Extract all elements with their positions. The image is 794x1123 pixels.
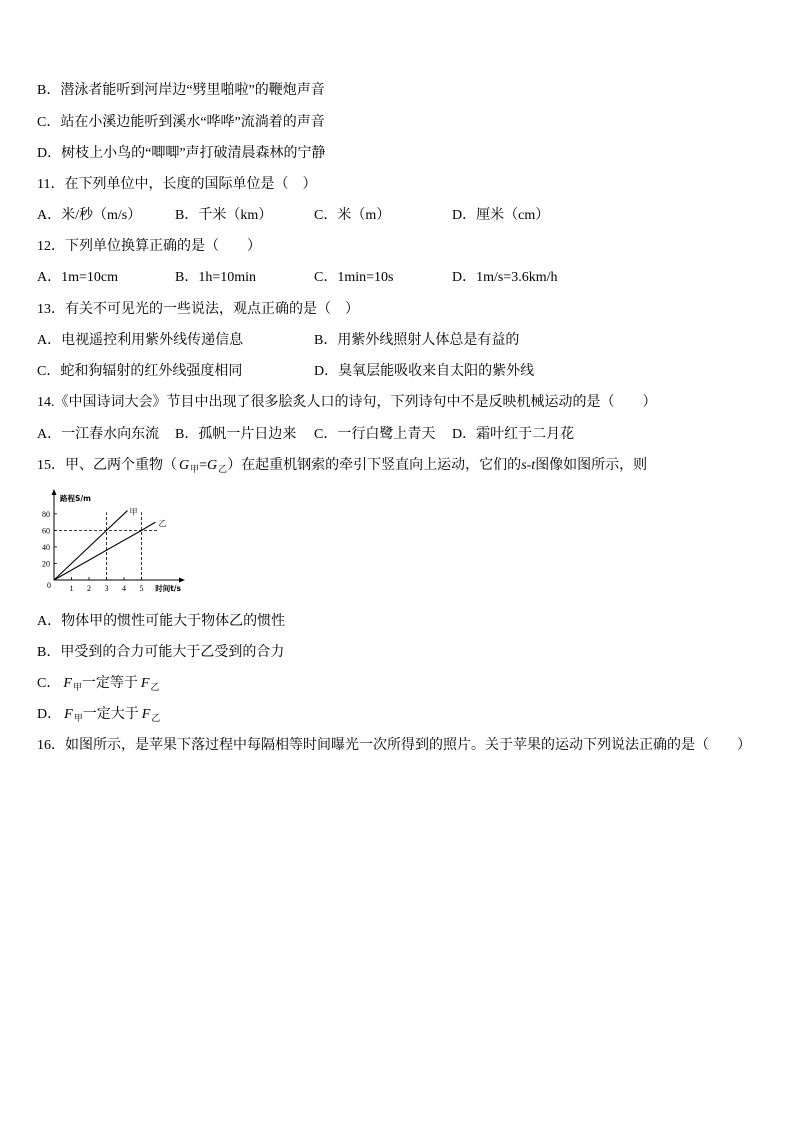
series-line-2 [54, 522, 156, 580]
prev-question-option-b: B．潜泳者能听到河岸边“劈里啪啦”的鞭炮声音 [37, 83, 325, 98]
q16-stem: 16．如图所示，是苹果下落过程中每隔相等时间曝光一次所得到的照片。关于苹果的运动下列说法正确的是（ ） [37, 738, 751, 753]
prev-question-option-c: C．站在小溪边能听到溪水“哗哗”流淌着的声音 [37, 115, 325, 130]
q15-stem-text-2: ）在起重机钢索的牵引下竖直向上运动，它们的 [227, 458, 522, 473]
q14-option-b: B．孤帆一片日边来 [175, 427, 297, 442]
series-line-1 [54, 511, 128, 580]
q12-option-c: C．1min=10s [314, 270, 394, 285]
q15-weight-subscript-jia: 甲 [190, 464, 200, 474]
q15-weight-subscript-yi: 乙 [218, 464, 228, 474]
q15-stem [37, 457, 647, 475]
q12-option-b: B．1h=10min [175, 270, 257, 285]
q11-option-b: B．千米（km） [175, 208, 273, 223]
q15-weight-symbol-jia: G [179, 458, 190, 473]
q13-stem: 13．有关不可见光的一些说法，观点正确的是（ ） [37, 302, 359, 317]
q12-option-d: D．1m/s=3.6km/h [452, 270, 558, 285]
q15-option-c-subscript-jia: 甲 [72, 682, 82, 692]
q14-option-c: C．一行白鹭上青天 [314, 427, 436, 442]
q13-option-b: B．用紫外线照射人体总是有益的 [314, 333, 520, 348]
origin-label: 0 [47, 581, 51, 590]
prev-question-option-d: D．树枝上小鸟的“唧唧”声打破清晨森林的宁静 [37, 146, 326, 161]
q15-option-b: B．甲受到的合力可能大于乙受到的合力 [37, 645, 285, 660]
y-tick-label: 40 [42, 542, 50, 552]
q15-option-c-force-jia: F [63, 676, 72, 691]
q15-option-c-subscript-yi: 乙 [150, 682, 160, 692]
q13-option-c: C．蛇和狗辐射的红外线强度相同 [37, 364, 243, 379]
q13-option-a: A．电视遥控利用紫外线传递信息 [37, 333, 244, 348]
q11-option-c: C．米（m） [314, 208, 391, 223]
y-axis-label: 路程S/m [60, 494, 91, 503]
q15-weight-symbol-yi: G [207, 458, 218, 473]
q11-stem: 11．在下列单位中，长度的国际单位是（ ） [37, 177, 317, 192]
q14-option-a: A．一江春水向东流 [37, 427, 160, 442]
q15-option-c-force-yi: F [140, 676, 150, 691]
q14-option-d: D．霜叶红于二月花 [452, 427, 575, 442]
q15-option-a: A．物体甲的惯性可能大于物体乙的惯性 [37, 614, 286, 629]
q15-option-d [37, 706, 160, 724]
q15-option-c-label: C． [37, 676, 61, 691]
x-tick-label: 4 [122, 584, 126, 593]
q15-stem-text-3: 图像如图所示，则 [535, 458, 648, 473]
q15-option-d-relation: 一定大于 [82, 707, 139, 722]
q14-stem: 14.《中国诗词大会》节目中出现了很多脍炙人口的诗句，下列诗句中不是反映机械运动的是（ ） [37, 395, 657, 410]
series-label-1: 甲 [129, 507, 138, 517]
q15-option-c-relation: 一定等于 [81, 676, 138, 691]
q15-st-graph-term: s-t [521, 458, 536, 473]
q11-option-a: A．米/秒（m/s） [37, 208, 142, 223]
x-tick-label: 2 [87, 584, 91, 593]
y-tick-label: 20 [42, 559, 50, 569]
q15-option-d-subscript-yi: 乙 [151, 713, 161, 723]
y-axis-arrow [52, 489, 57, 495]
q15-option-d-subscript-jia: 甲 [73, 713, 83, 723]
q11-option-d: D．厘米（cm） [452, 208, 550, 223]
y-tick-label: 60 [42, 526, 50, 536]
q12-option-a: A．1m=10cm [37, 270, 118, 285]
x-axis-arrow [179, 578, 185, 583]
x-axis-label: 时间t/s [155, 584, 181, 593]
q13-option-d: D．臭氧层能吸收来自太阳的紫外线 [314, 364, 535, 379]
x-tick-label: 1 [69, 584, 74, 593]
s-t-chart [30, 486, 190, 598]
q15-option-d-label: D． [37, 707, 62, 722]
series-label-2: 乙 [158, 519, 167, 529]
q15-stem-text-1: 15．甲、乙两个重物（ [37, 458, 177, 473]
x-tick-label: 3 [104, 584, 109, 593]
q15-option-c [37, 675, 160, 693]
q12-stem: 12．下列单位换算正确的是（ ） [37, 239, 261, 254]
q15-option-d-force-yi: F [141, 707, 151, 722]
q15-equals-sign: = [199, 458, 208, 473]
q15-option-d-force-jia: F [64, 707, 73, 722]
x-tick-label: 5 [139, 584, 144, 593]
y-tick-label: 80 [42, 509, 50, 519]
